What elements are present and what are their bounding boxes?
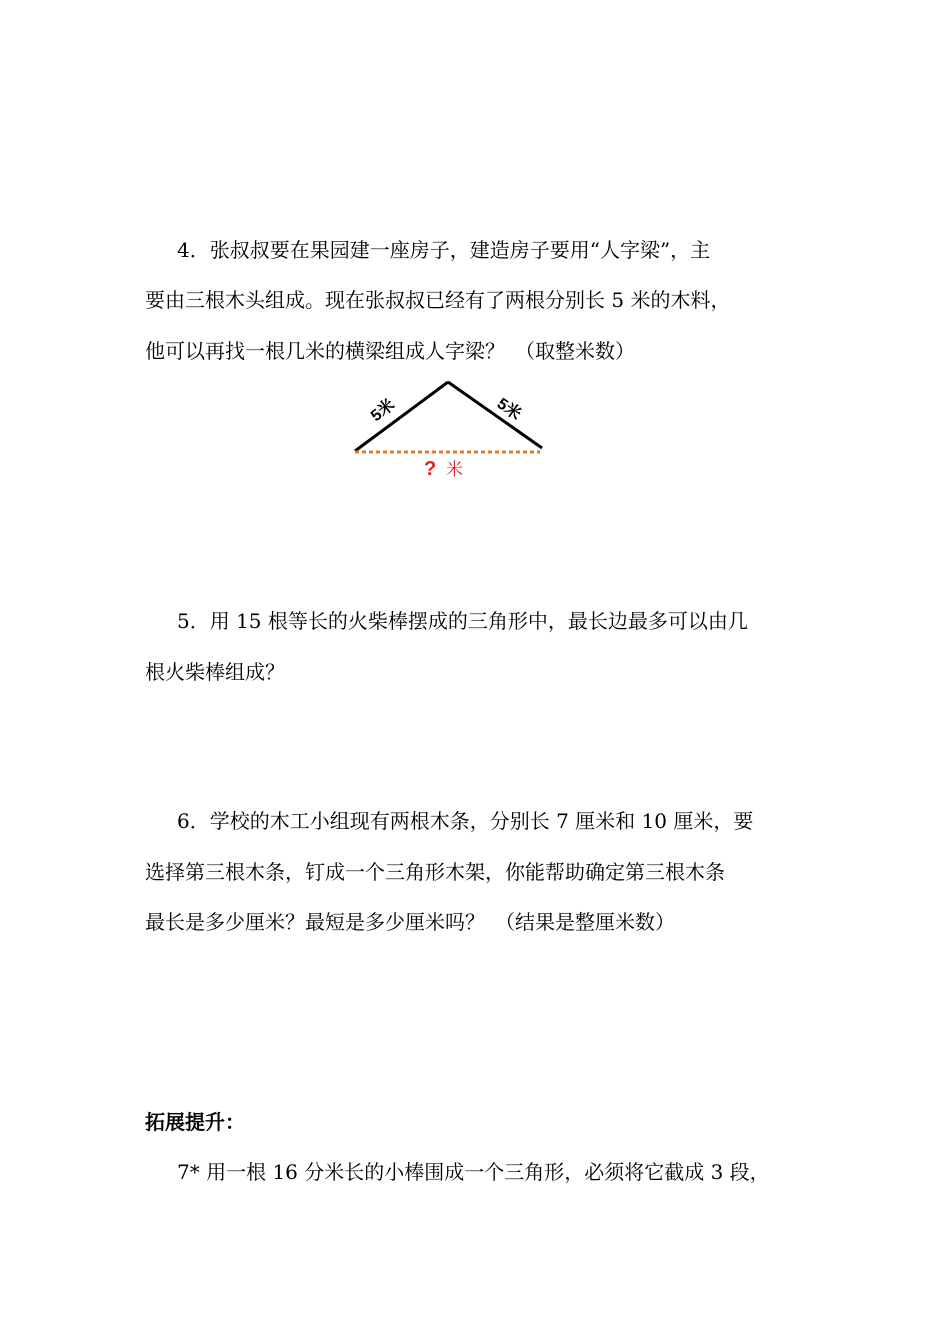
base-question-mark: ? <box>424 458 437 480</box>
roof-beam-diagram <box>340 372 560 484</box>
problem-5-line-2: 根火柴棒组成？ <box>145 660 285 684</box>
roof-beam-svg <box>340 372 560 484</box>
problem-7-line-1: 7* 用一根 16 分米长的小棒围成一个三角形，必须将它截成 3 段， <box>177 1160 770 1184</box>
left-beam <box>355 382 448 451</box>
right-beam <box>448 382 542 448</box>
problem-5-line-1: 5．用 15 根等长的火柴棒摆成的三角形中，最长边最多可以由几 <box>177 609 748 633</box>
left-beam-label: 5米 <box>367 396 399 426</box>
problem-6-line-1: 6．学校的木工小组现有两根木条，分别长 7 厘米和 10 厘米，要 <box>177 809 754 833</box>
base-unit-label: 米 <box>446 460 463 479</box>
extension-heading: 拓展提升： <box>145 1110 245 1134</box>
problem-6-line-2: 选择第三根木条，钉成一个三角形木架，你能帮助确定第三根木条 <box>145 860 725 884</box>
right-beam-label: 5米 <box>493 395 524 424</box>
problem-6-line-3: 最长是多少厘米？最短是多少厘米吗？ （结果是整厘米数） <box>145 910 675 934</box>
problem-4-line-2: 要由三根木头组成。现在张叔叔已经有了两根分别长 5 米的木料， <box>145 288 731 312</box>
problem-4-line-1: 4．张叔叔要在果园建一座房子，建造房子要用“人字梁”，主 <box>177 238 711 262</box>
problem-4-line-3: 他可以再找一根几米的横梁组成人字梁？ （取整米数） <box>145 339 635 363</box>
